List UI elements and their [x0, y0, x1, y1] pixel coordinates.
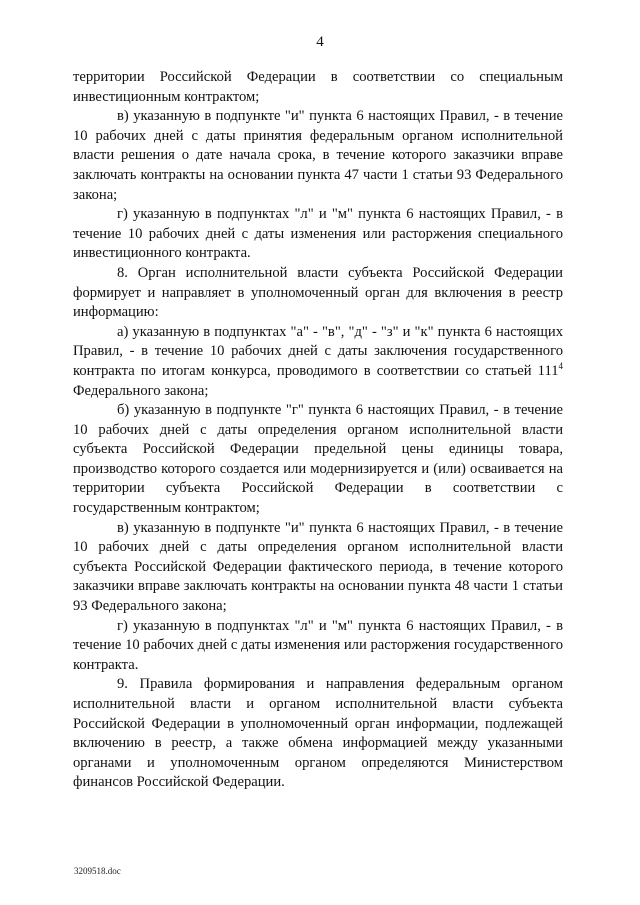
- paragraph-8: 9. Правила формирования и направления федеральным органом исполнительной власти и органом исполнительной власти субъекта Российской Федерации в уполномоченный орган информации, подлежащей включению в реестр, а также обмена информацией между указанными органами и уполномоченным органом определяются Министерством финансов Российской Федерации.: [73, 676, 563, 791]
- paragraph-4-text: а) указанную в подпунктах "а" - "в", "д" - "з" и "к" пункта 6 настоящих Правил, - в течение 10 рабочих дней с даты заключения государственного контракта по итогам конкурса, проводимого в соответствии со статьей 111: [73, 323, 563, 379]
- paragraph-1: в) указанную в подпункте "и" пункта 6 настоящих Правил, - в течение 10 рабочих дней с даты принятия федеральным органом исполнительной власти решения о дате начала срока, в течение которого заказчики вправе заключать контракты на основании пункта 47 части 1 статьи 93 Федерального закона;: [73, 108, 563, 203]
- page-number: 4: [316, 34, 324, 50]
- paragraph-4-text-end: Федерального закона;: [73, 382, 209, 399]
- document-body: [73, 68, 563, 793]
- paragraph-2: г) указанную в подпунктах "л" и "м" пункта 6 настоящих Правил, - в течение 10 рабочих дней с даты изменения или расторжения специального инвестиционного контракта.: [73, 206, 563, 262]
- paragraph-0: территории Российской Федерации в соответствии со специальным инвестиционным контрактом;: [73, 69, 563, 105]
- paragraph-3: 8. Орган исполнительной власти субъекта Российской Федерации формирует и направляет в уполномоченный орган для включения в реестр информацию:: [73, 264, 563, 321]
- paragraph-6: в) указанную в подпункте "и" пункта 6 настоящих Правил, - в течение 10 рабочих дней с даты определения органом исполнительной власти субъекта Российской Федерации фактического периода, в течение которого заказчики вправе заключать контракты на основании пункта 48 части 1 статьи 93 Федерального закона;: [73, 519, 563, 615]
- paragraph-4: [73, 323, 563, 401]
- superscript: 4: [558, 361, 563, 372]
- paragraph-5: б) указанную в подпункте "г" пункта 6 настоящих Правил, - в течение 10 рабочих дней с даты определения органом исполнительной власти субъекта Российской Федерации предельной цены единицы товара, производство которого создается или модернизируется и (или) осваивается на территории субъекта Российской Федерации в соответствии с государственным контрактом;: [73, 402, 563, 517]
- document-id-footer: 3209518.doc: [74, 866, 121, 876]
- paragraph-7: г) указанную в подпунктах "л" и "м" пункта 6 настоящих Правил, - в течение 10 рабочих дней с даты изменения или расторжения государственного контракта.: [73, 617, 563, 673]
